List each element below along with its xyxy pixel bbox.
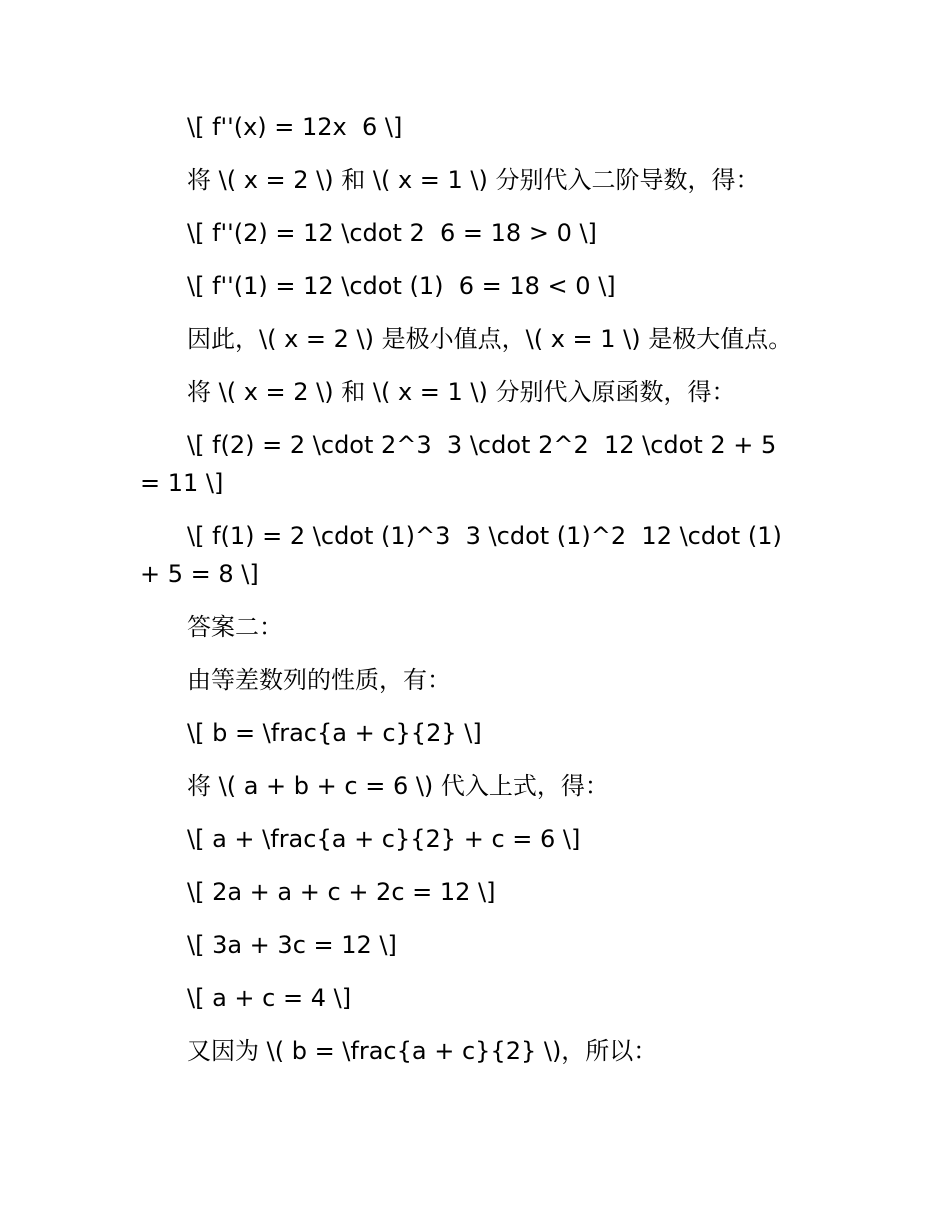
equation-multiplied: \[ 2a + a + c + 2c = 12 \] (187, 878, 496, 906)
equation-sum-substituted: \[ a + \frac{a + c}{2} + c = 6 \] (187, 825, 581, 853)
equation-a-plus-c: \[ a + c = 4 \] (187, 984, 352, 1012)
text-therefore: 又因为 \( b = \frac{a + c}{2} \)，所以： (187, 1037, 658, 1065)
text-substitute-second-derivative: 将 \( x = 2 \) 和 \( x = 1 \) 分别代入二阶导数，得： (187, 166, 760, 194)
text-arithmetic-property: 由等差数列的性质，有： (187, 666, 451, 694)
document-body (140, 108, 795, 1085)
equation-b-mean: \[ b = \frac{a + c}{2} \] (187, 719, 482, 747)
equation-combined: \[ 3a + 3c = 12 \] (187, 931, 397, 959)
text-substitute-original: 将 \( x = 2 \) 和 \( x = 1 \) 分别代入原函数，得： (187, 378, 736, 406)
equation-f1-value: \[ f(1) = 2 \cdot (1)^3 3 \cdot (1)^2 12 \cdot (1) + 5 = 8 \] (140, 522, 790, 588)
text-substitute-sum: 将 \( a + b + c = 6 \) 代入上式，得： (187, 772, 609, 800)
equation-second-derivative: \[ f''(x) = 12x 6 \] (187, 113, 403, 141)
equation-f2-second-derivative: \[ f''(2) = 12 \cdot 2 6 = 18 > 0 \] (187, 219, 597, 247)
text-extrema-conclusion: 因此，\( x = 2 \) 是极小值点，\( x = 1 \) 是极大值点。 (187, 325, 793, 353)
heading-answer-two: 答案二： (187, 613, 283, 641)
equation-f2-value: \[ f(2) = 2 \cdot 2^3 3 \cdot 2^2 12 \cdot 2 + 5 = 11 \] (140, 431, 784, 497)
equation-f1-second-derivative: \[ f''(1) = 12 \cdot (1) 6 = 18 < 0 \] (187, 272, 616, 300)
